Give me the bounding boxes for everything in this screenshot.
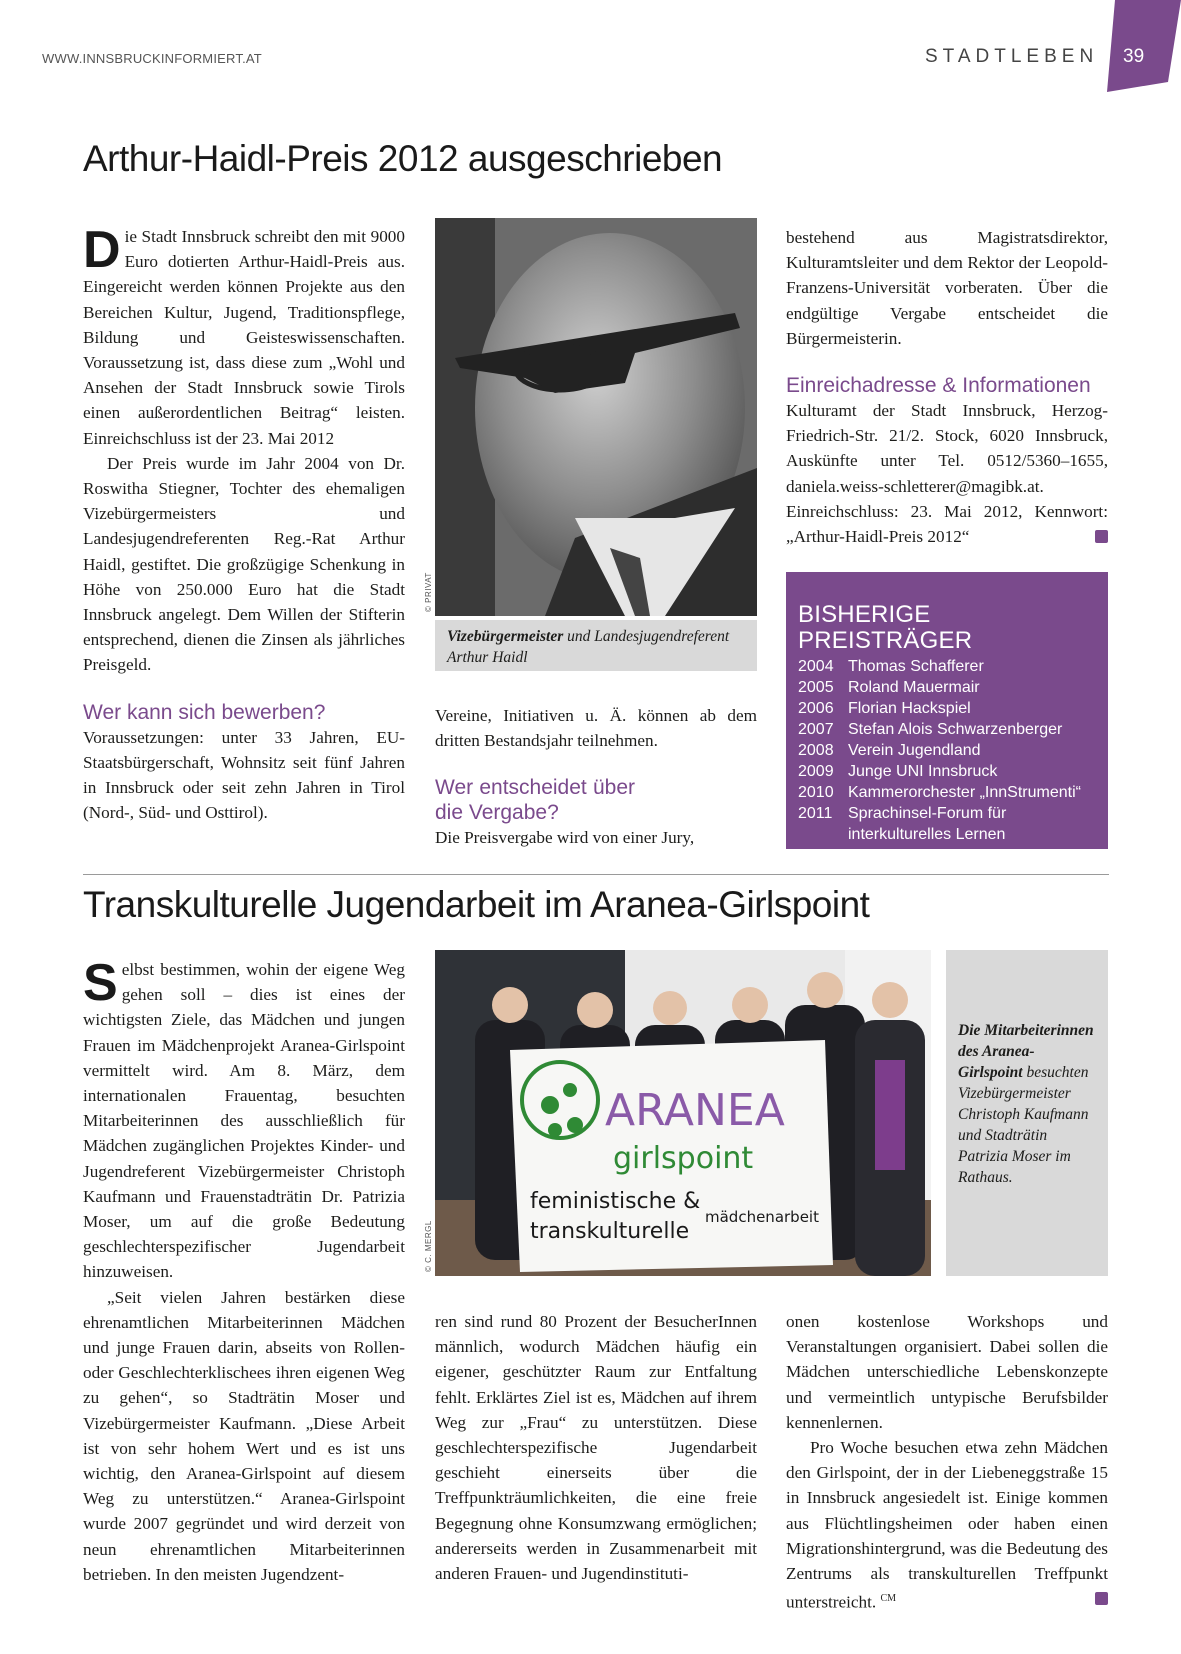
- section-label: STADTLEBEN: [925, 46, 1099, 67]
- article1-col3-paragraph-1: bestehend aus Magistratsdirektor, Kulturamtsleiter und dem Rektor der Leopold-Franzens-Universität vorberaten. Über die endgültige Vergabe entscheidet die Bürgermeisterin.: [786, 228, 1108, 348]
- article1-col3-paragraph-2: [786, 398, 1108, 549]
- winner-year: 2007: [798, 721, 834, 738]
- winner-name: Roland Mauermair: [848, 679, 980, 696]
- winner-year: 2010: [798, 784, 834, 801]
- group-photo-aranea-girlspoint: [435, 950, 931, 1276]
- article2-col3-text: Pro Woche besuchen etwa zehn Mädchen den Girlspoint, der in der Liebeneggstraße 15 in Innsbruck angesiedelt ist. Einige kommen aus Flüchtlingsheimen oder haben einen Migrationshintergrund, was die Bedeutung des Zentrums als transkulturellen Treffpunkt unterstreicht.: [786, 1438, 1108, 1612]
- article1-dropcap: D: [83, 221, 121, 279]
- article2-column-3: [786, 1309, 1108, 1615]
- winner-year: 2005: [798, 679, 834, 696]
- subhead-who-decides: Wer entscheidet über die Vergabe?: [435, 776, 635, 825]
- article2-column-1: [83, 954, 405, 1587]
- winner-row: [798, 803, 1096, 845]
- article1-title: Arthur-Haidl-Preis 2012 ausgeschrieben: [83, 138, 723, 179]
- submission-info-text: Kulturamt der Stadt Innsbruck, Herzog-Friedrich-Str. 21/2. Stock, 6020 Innsbruck, Auskünfte unter Tel. 0512/5360–1655, daniela.weiss-schletterer@magibk.at. Einreichschluss: 23. Mai 2012, Kennwort: „Arthur-Haidl-Preis 2012“: [786, 401, 1108, 547]
- portrait-caption: [435, 620, 757, 671]
- group-photo-caption: [946, 950, 1108, 1276]
- winner-row: [798, 656, 1096, 677]
- winner-row: [798, 677, 1096, 698]
- caption-bold: Vizebürgermeister: [447, 628, 564, 645]
- article2-dropcap: S: [83, 954, 118, 1012]
- winner-year: 2008: [798, 742, 834, 759]
- winner-name: Florian Hackspiel: [848, 700, 971, 717]
- winner-name: Thomas Schafferer: [848, 658, 984, 675]
- article2-col3-paragraph-1: onen kostenlose Workshops und Veranstaltungen organisiert. Dabei sollen die Mädchen unterschiedliche Lebenskonzepte und vermeintlich untypische Berufsbilder kennenlernen.: [786, 1312, 1108, 1432]
- portrait-illustration: [435, 218, 757, 616]
- page-number-tab: [1093, 0, 1181, 92]
- photo-credit-privat: © PRIVAT: [424, 572, 433, 612]
- winner-year: 2004: [798, 658, 834, 675]
- article1-col1-paragraph-3: Voraussetzungen: unter 33 Jahren, EU-Staatsbürgerschaft, Wohnsitz seit fünf Jahren in Innsbruck oder seit zehn Jahren in Tirol (Nord-, Süd- und Osttirol).: [83, 727, 405, 823]
- article2-col1-paragraph-1: elbst bestimmen, wohin der eigene Weg gehen soll – dies ist eines der wichtigsten Ziele, das Mädchen und jungen Frauen im Mädchenprojekt Aranea-Girlspoint vermittelt wird. Am 8. März, dem internationalen Frauentag, besuchten Mitarbeiterinnen des ausschließlich für Mädchen zugänglichen Projektes Kinder- und Jugendreferent Vizebürgermeister Christoph Kaufmann und Frauenstadträtin Dr. Patrizia Moser, um auf die große Bedeutung geschlechterspezifischer Jugendarbeit hinzuweisen.: [83, 960, 405, 1282]
- article1-col2-paragraph-2: Die Preisvergabe wird von einer Jury,: [435, 828, 695, 848]
- subhead-who-can-apply: Wer kann sich bewerben?: [83, 700, 326, 724]
- article-divider: [83, 874, 1109, 875]
- article1-column-1: [83, 221, 405, 825]
- article2-col2-paragraph-1: ren sind rund 80 Prozent der BesucherInnen männlich, wodurch Mädchen häufig ein eigener, geschützter Raum zur Entfaltung fehlt. Erklärtes Ziel ist es, Mädchen auf ihrem Weg zur „Frau“ zu unterstützen. Diese geschlechterspezifische Jugendarbeit geschieht einerseits über die Treffpunkträumlichkeiten, die eine freie Begegnung ohne Konsumzwang ermöglichen; andererseits werden in Zusammenarbeit mit anderen Frauen- und Jugendinstituti-: [435, 1312, 757, 1584]
- previous-winners-title: BISHERIGE PREISTRÄGER: [798, 601, 973, 654]
- winner-row: [798, 740, 1096, 761]
- winner-name: Stefan Alois Schwarzenberger: [848, 721, 1063, 738]
- end-of-article-mark-icon: [1095, 1592, 1108, 1605]
- site-url[interactable]: WWW.INNSBRUCKINFORMIERT.AT: [42, 51, 262, 66]
- author-initials: CM: [880, 1593, 897, 1605]
- caption-text: und Landesjugendreferent Arthur Haidl: [447, 628, 730, 666]
- article1-column-3: [786, 225, 1108, 549]
- banner-line-3: feministische &: [530, 1189, 701, 1214]
- caption-bold: Die Mitarbeiterinnen des Aranea-Girlspoint: [958, 1022, 1094, 1081]
- caption-text: besuchten Vizebürgermeister Christoph Kaufmann und Stadträtin Patrizia Moser im Rathaus.: [958, 1064, 1089, 1186]
- banner-line-5: mädchenarbeit: [705, 1208, 819, 1226]
- winner-row: [798, 719, 1096, 740]
- portrait-photo-arthur-haidl: [435, 218, 757, 616]
- winner-year: 2011: [798, 805, 833, 822]
- winner-name: Sprachinsel-Forum für interkulturelles Lernen: [848, 805, 1007, 843]
- article2-col1-paragraph-2: „Seit vielen Jahren bestärken diese ehrenamtlichen Mitarbeiterinnen Mädchen und junge Frauen darin, abseits von Rollen- oder Geschlechterklischees ihren eigenen Weg zu gehen“, so Stadträtin Moser und Vizebürgermeister Kaufmann. „Diese Arbeit ist von sehr hohem Wert und es ist uns wichtig, den Aranea-Girlspoint auf diesem Weg zu unterstützen.“ Aranea-Girlspoint wurde 2007 gegründet und wird derzeit von neun ehrenamtlichen Mitarbeiterinnen betrieben. In den meisten Jugendzent-: [83, 1287, 405, 1584]
- winner-row: [798, 761, 1096, 782]
- article1-col2-paragraph-1: Vereine, Initiativen u. Ä. können ab dem dritten Bestandsjahr teilnehmen.: [435, 706, 757, 751]
- page-number: 39: [1123, 46, 1145, 67]
- previous-winners-box: [786, 572, 1108, 849]
- article1-col1-paragraph-1: ie Stadt Innsbruck schreibt den mit 9000 Euro dotierten Arthur-Haidl-Preis aus. Eingereicht werden können Projekte aus den Bereichen Kultur, Jugend, Traditionspflege, Bildung und Geisteswissenschaften. Voraussetzung ist, dass diese zum „Wohl und Ansehen der Stadt Innsbruck sowie Tirols einen außerordentlichen Beitrag“ leisten. Einreichschluss ist der 23. Mai 2012: [83, 227, 405, 448]
- winner-year: 2006: [798, 700, 834, 717]
- group-photo-illustration: [435, 950, 931, 1276]
- end-of-article-mark-icon: [1095, 530, 1108, 543]
- photo-credit-mergl: © C. MERGL: [424, 1220, 433, 1272]
- banner-aranea-text: ARANEA: [605, 1085, 785, 1136]
- article1-column-2: [435, 703, 757, 851]
- article2-title: Transkulturelle Jugendarbeit im Aranea-Girlspoint: [83, 884, 870, 925]
- winner-year: 2009: [798, 763, 834, 780]
- banner-line-4: transkulturelle: [530, 1219, 690, 1244]
- banner-girlspoint-text: girlspoint: [613, 1141, 754, 1176]
- winner-name: Junge UNI Innsbruck: [848, 763, 998, 780]
- article2-col3-paragraph-2: [786, 1435, 1108, 1615]
- winner-row: [798, 698, 1096, 719]
- subhead-submission-address: Einreichadresse & Informationen: [786, 374, 1091, 398]
- winner-row: [798, 782, 1096, 803]
- article2-column-2: [435, 1309, 757, 1586]
- article1-col1-paragraph-2: Der Preis wurde im Jahr 2004 von Dr. Roswitha Stiegner, Tochter des ehemaligen Vizebürgermeisters und Landesjugendreferenten Reg.-Rat Arthur Haidl, gestiftet. Die großzügige Schenkung in Höhe von 250.000 Euro hat die Stadt Innsbruck angelegt. Dem Willen der Stifterin entsprechend, dienen die Zinsen als jährliches Preisgeld.: [83, 453, 405, 675]
- winner-name: Verein Jugendland: [848, 742, 981, 759]
- winner-name: Kammerorchester „InnStrumenti“: [848, 784, 1081, 801]
